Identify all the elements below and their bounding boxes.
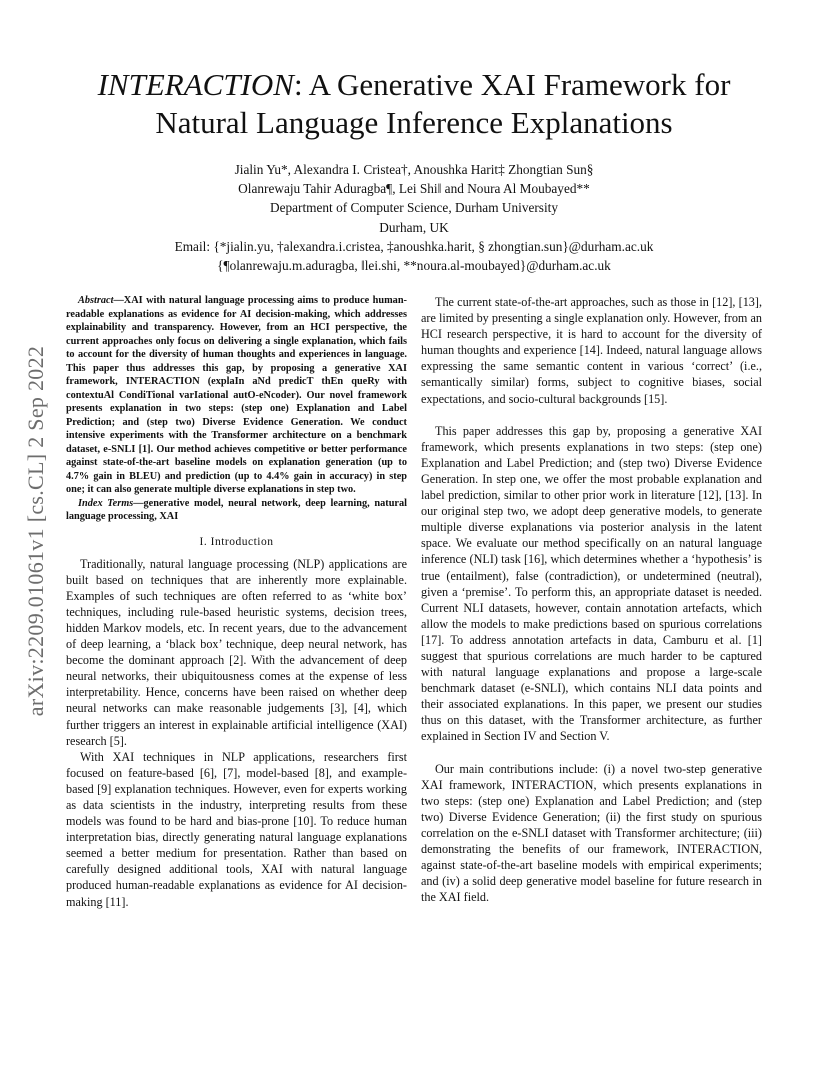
index-terms-text: —generative model, neural network, deep learning, natural language processing, XAI	[66, 497, 407, 522]
affiliation-line: Department of Computer Science, Durham University	[269, 200, 559, 216]
index-terms-label: Index Terms	[78, 497, 134, 509]
right-column	[421, 294, 762, 905]
title-line2: Natural Language Inference Explanations	[155, 105, 673, 140]
title-italic: INTERACTION	[97, 67, 294, 102]
paper-title	[0, 66, 828, 142]
body-paragraph: The current state-of-the-art approaches, such as those in [12], [13], are limited by presenting a single explanation only. However, from an HCI research perspective, it is hard to account for the diversity of human thoughts and experience [14]. Indeed, natural language allows expressing the same semantic content in various ‘correct’ (i.e., semantically similar) forms, subject to cognitive biases, social expectations, and socio-cultural backgrounds [15].	[421, 295, 762, 406]
arxiv-id: arXiv:2209.01061v1 [cs.CL] 2 Sep 2022	[23, 345, 48, 717]
body-paragraph: With XAI techniques in NLP applications, researchers first focused on feature-based [6], [7], model-based [8], and example-based [9] explanation techniques. However, even for experts working as data scientists in the industry, interpreting results from these models was found to be hard and bias-prone [10]. To reduce human interpretation bias, directly generating natural language explanations seemed a better medium for presentation. Rather than based on carefully designed additional tools, XAI with natural language produced human-readable explanations as evidence for AI decision-making [11].	[66, 749, 407, 909]
author-line: Jialin Yu*, Alexandra I. Cristea†, Anoushka Harit‡ Zhongtian Sun§	[234, 162, 594, 177]
email-line: {¶olanrewaju.m.aduragba, ‖lei.shi, **noura.al-moubayed}@durham.ac.uk	[217, 258, 611, 274]
body-paragraph: Traditionally, natural language processing (NLP) applications are built based on techniques that are inherently more explainable. Examples of such techniques are often referred to as ‘white box’ techniques, including rule-based heuristic systems, decision trees, hidden Markov models, etc. In recent years, due to the advancement of deep learning, a ‘black box’ technique, deep neural network, has become the dominant approach [2]. With the advancement of deep neural networks, their ubiquitousness comes at the expense of less interpretability. Hence, concerns have been raised on whether deep neural networks can make reasonable judgements [3], [4], which further triggers an interest in explainable artificial intelligence (XAI) research [5].	[66, 556, 407, 748]
abstract-label: Abstract	[78, 295, 114, 306]
author-block	[0, 160, 828, 275]
affiliation-line: Durham, UK	[379, 219, 449, 235]
body-paragraph: Our main contributions include: (i) a novel two-step generative XAI framework, INTERACTION, which presents explanations in two steps: (step one) Explanation and Label Prediction; and (step two) Diverse Evidence Generation; (ii) the first study on spurious correlation on the e-SNLI dataset with Transformer architecture; (iii) demonstrating the benefits of our framework, INTERACTION, against state-of-the-art baseline models with empirical experiments; and (iv) a solid deep generative model baseline for future research in the XAI field.	[421, 761, 762, 905]
abstract	[66, 294, 407, 524]
abstract-text: —XAI with natural language processing aims to produce human-readable explanations as evidence for AI decision-making, which addresses explainability and transparency. However, from an HCI perspective, the current approaches only focus on delivering a single explanation, which fails to account for the diversity of human thoughts and experiences in language. This paper thus addresses this gap, by proposing a generative XAI framework, INTERACTION (explaIn aNd predicT thEn queRy with contextuAl CondiTional varIational autO-eNcoder). Our novel framework presents explanation in two steps: (step one) Explanation and Label Prediction; and (step two) Diverse Evidence Generation. We conduct intensive experiments with the Transformer architecture on a benchmark dataset, e-SNLI [1]. Our method achieves competitive or better performance against state-of-the-art baseline models on explanation generation (up to 4.7% gain in BLEU) and prediction (up to 4.4% gain in accuracy) in step one; it can also generate multiple diverse explanations in step two.	[66, 295, 407, 495]
arxiv-watermark	[22, 296, 50, 766]
email-line: Email: {*jialin.yu, †alexandra.i.cristea, ‡anoushka.harit, § zhongtian.sun}@durham.ac.uk	[174, 238, 654, 254]
title-line1: : A Generative XAI Framework for	[293, 67, 731, 102]
body-paragraph: This paper addresses this gap by, proposing a generative XAI framework, which presents explanations in two steps: (step one) Explanation and Label Prediction; and (step two) Diverse Evidence Generation. In step one, we offer the most probable explanation and label prediction, similar to other prior work in literature [12], [13]. In our original step two, we adopt deep generative models, to generate multiple diverse explanations via posterior analysis in the latent space. We evaluate our method specifically on an natural language inference (NLI) task [16], which determines whether a ‘hypothesis’ is true (entailment), false (contradiction), or undetermined (neutral), given a ‘premise’. To perform this, an appropriate dataset is needed. Current NLI datasets, however, contain annotation artefacts, which allow the models to make predictions based on spurious correlations [17]. To address annotation artefacts in data, Camburu et al. [1] suggest that spurious correlations are much harder to be captured with natural language explanations and propose a large-scale benchmark dataset (e-SNLI), which contains NLI data points and their associated explanations. In this paper, we present our studies thus on this dataset, with the Transformer architecture, as further explained in Section IV and Section V.	[421, 423, 762, 744]
author-line: Olanrewaju Tahir Aduragba¶, Lei Shi‖ and Noura Al Moubayed**	[238, 181, 590, 197]
left-column	[66, 294, 407, 910]
section-heading: I. Introduction	[199, 535, 274, 548]
